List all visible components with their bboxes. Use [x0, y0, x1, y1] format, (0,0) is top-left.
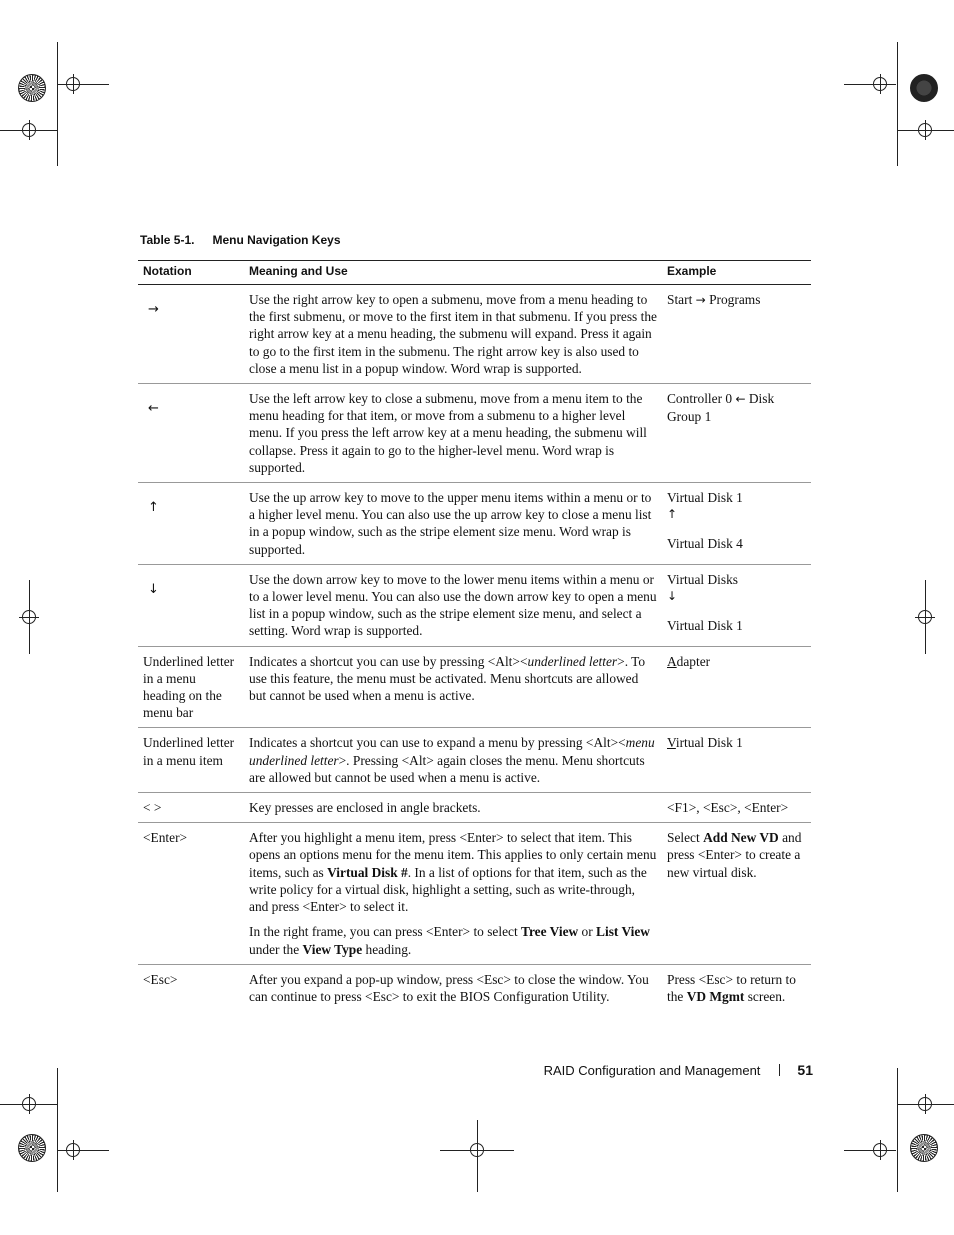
- crop-line: [897, 42, 898, 166]
- meaning-cell: Indicates a shortcut you can use by pressing <Alt><underlined letter>. To use this feature, the menu must be activated. Menu shortcuts are allowed but cannot be used when a menu is active.: [244, 646, 662, 728]
- table-row: [138, 646, 811, 728]
- page-number: 51: [797, 1062, 813, 1078]
- example-cell: Virtual Disk 1 ↑ Virtual Disk 4: [662, 483, 811, 565]
- crop-line: [897, 1104, 954, 1105]
- notation-cell: [138, 384, 244, 483]
- down-arrow-icon: ↓: [148, 581, 159, 597]
- right-arrow-icon: →: [148, 302, 159, 317]
- crop-line: [0, 130, 57, 131]
- notation-cell: [138, 285, 244, 384]
- footer-section-title: RAID Configuration and Management: [543, 1062, 761, 1078]
- table-row: [138, 564, 811, 646]
- example-cell: Select Add New VD and press <Enter> to create a new virtual disk.: [662, 823, 811, 964]
- crop-line: [477, 1120, 478, 1192]
- meaning-cell: Use the right arrow key to open a submenu, move from a menu heading to the first submenu, or move to the first item in that submenu. If you press the right arrow key at a menu heading, the submenu will expand. Press it again to go to the first item in the submenu. The right arrow key is also used to close a menu list in a popup window. Word wrap is supported.: [244, 285, 662, 384]
- notation-cell: Underlined letter in a menu item: [138, 728, 244, 793]
- table-row: [138, 483, 811, 565]
- left-arrow-icon: ←: [148, 401, 159, 417]
- right-arrow-icon: →: [695, 293, 706, 307]
- crosshair-icon: [873, 77, 887, 91]
- meaning-cell: Use the down arrow key to move to the lower menu items within a menu or to a lower level menu. You can also use the down arrow key to open a menu list in a popup window, such as the stripe element size menu, and select a setting. Word wrap is supported.: [244, 564, 662, 646]
- example-cell: Virtual Disks ↓ Virtual Disk 1: [662, 564, 811, 646]
- meaning-cell: Use the left arrow key to close a submenu, move from a menu item to the menu heading for that item, or move from a submenu to a higher level menu. If you press the left arrow key at a menu heading, the submenu will collapse. Press it again to go to the higher-level menu. Word wrap is supported.: [244, 384, 662, 483]
- table-row: [138, 793, 811, 823]
- crosshair-icon: [66, 1143, 80, 1157]
- registration-starburst-icon: [18, 1134, 46, 1162]
- example-cell: <F1>, <Esc>, <Enter>: [662, 793, 811, 823]
- example-cell: Press <Esc> to return to the VD Mgmt screen.: [667, 971, 796, 1004]
- crop-line: [0, 1104, 57, 1105]
- meaning-cell: Key presses are enclosed in angle brackets.: [244, 793, 662, 823]
- notation-cell: Underlined letter in a menu heading on the menu bar: [138, 646, 244, 728]
- table-row: [138, 964, 811, 1011]
- registration-starburst-icon: [18, 74, 46, 102]
- menu-navigation-keys-table: [138, 260, 811, 1011]
- notation-cell: [138, 564, 244, 646]
- crop-line: [925, 580, 926, 654]
- notation-cell: <Esc>: [143, 971, 178, 987]
- table-number: Table 5-1.: [140, 233, 195, 247]
- footer-divider: [779, 1064, 780, 1076]
- header-notation: Notation: [138, 261, 244, 285]
- down-arrow-icon: ↓: [667, 589, 678, 604]
- crop-line: [897, 130, 954, 131]
- table-row: [138, 823, 811, 964]
- example-cell: Controller 0 ← Disk Group 1: [662, 384, 811, 483]
- registration-starburst-icon: [910, 74, 938, 102]
- meaning-cell: After you highlight a menu item, press <Enter> to select that item. This opens an options menu for the menu item. This applies to only certain menu items, such as Virtual Disk #. In a list of options for that item, such as the write policy for a virtual disk, highlight a setting, such as write-through, and press <Enter> to select it. In the right frame, you can press <Enter> to select Tree View or List View under the View Type heading.: [244, 823, 662, 964]
- table-title: Menu Navigation Keys: [212, 233, 341, 247]
- page-footer: [544, 1062, 813, 1078]
- example-cell: Adapter: [662, 646, 811, 728]
- crop-line: [57, 1068, 58, 1192]
- table-row: [138, 285, 811, 384]
- meaning-cell: After you expand a pop-up window, press <Esc> to close the window. You can continue to press <Esc> to exit the BIOS Configuration Utility.: [249, 971, 649, 1004]
- up-arrow-icon: ↑: [667, 507, 678, 522]
- notation-cell: <Enter>: [138, 823, 244, 964]
- table-caption: [140, 233, 341, 247]
- meaning-cell: Use the up arrow key to move to the upper menu items within a menu or to a higher level menu. You can also use the up arrow key to close a menu list in a popup window, such as the stripe element size menu. Word wrap is supported.: [244, 483, 662, 565]
- crosshair-icon: [873, 1143, 887, 1157]
- crosshair-icon: [66, 77, 80, 91]
- registration-starburst-icon: [910, 1134, 938, 1162]
- table-row: [138, 384, 811, 483]
- notation-cell: [138, 483, 244, 565]
- crop-line: [29, 580, 30, 654]
- table-header-row: [138, 261, 811, 285]
- up-arrow-icon: ↑: [148, 500, 159, 516]
- header-meaning: Meaning and Use: [244, 261, 662, 285]
- example-cell: Start → Programs: [662, 285, 811, 384]
- notation-cell: < >: [138, 793, 244, 823]
- header-example: Example: [662, 261, 811, 285]
- meaning-cell: Indicates a shortcut you can use to expand a menu by pressing <Alt><menu underlined letter>. Pressing <Alt> again closes the menu. Menu shortcuts are allowed but cannot be used when a menu is active.: [244, 728, 662, 793]
- example-cell: Virtual Disk 1: [662, 728, 811, 793]
- left-arrow-icon: ←: [735, 392, 746, 407]
- crop-line: [57, 42, 58, 166]
- table-row: [138, 728, 811, 793]
- crop-line: [897, 1068, 898, 1192]
